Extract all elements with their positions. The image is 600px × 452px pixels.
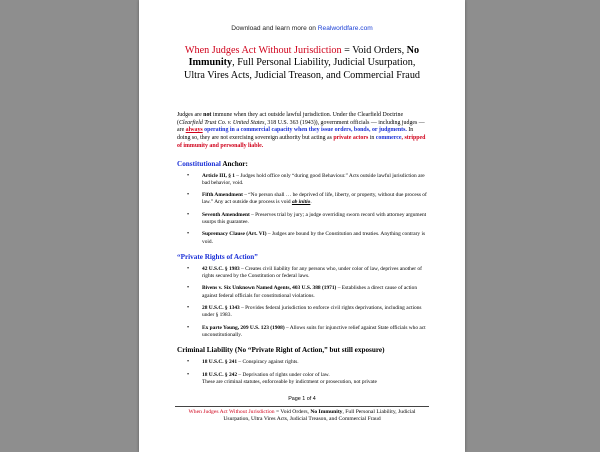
item-lead: Ex parte Young, 209 U.S. 123 (1908) (202, 324, 285, 331)
intro-text: immune when they act outside lawful jurisdiction. Under the Clearfield Doctrine ( (177, 112, 404, 126)
heading-rest: Anchor: (220, 159, 248, 168)
footer-rest: , Full Personal Liability, Judicial Usurpation, Ultra Vires Acts, Judicial Treason, and Commercial Fraud (223, 409, 416, 423)
document-title (179, 45, 425, 82)
item-text-line2: These are criminal statutes, enforceable by indictment or prosecution, not private (202, 378, 377, 385)
bullet-icon: • (187, 324, 190, 331)
item-lead: Fifth Amendment (202, 192, 243, 199)
item-lead: 18 U.S.C. § 241 (202, 359, 238, 366)
bullet-icon: • (187, 192, 190, 199)
bullet-icon: • (187, 359, 190, 366)
criminal-list (177, 359, 427, 386)
intro-not: not (203, 112, 212, 118)
footer-red: When Judges Act Without Jurisdiction (188, 409, 275, 416)
footer-divider (175, 406, 429, 407)
constitutional-list (177, 173, 427, 246)
intro-commercial: operating in a commercial capacity when they issue orders, bonds, or judgments. (202, 127, 407, 134)
item-lead: 42 U.S.C. § 1983 (202, 265, 240, 272)
document-page (139, 0, 465, 452)
item-lead: 28 U.S.C. § 1343 (202, 305, 240, 312)
intro-private-actors: private actors (333, 135, 369, 142)
bullet-icon: • (187, 172, 190, 179)
constitutional-heading (177, 160, 427, 168)
item-text: – Creates civil liability for any persons who, under color of law, deprives another of rights secured by the Constitution or federal laws. (202, 265, 422, 280)
download-banner (139, 25, 465, 32)
item-text: – Allows suits for injunctive relief against State officials who act unconstitutionally. (202, 324, 426, 338)
bullet-icon: • (187, 231, 190, 238)
item-text: – Judges hold office only “during good Behaviour.” Acts outside lawful jurisdiction are bad behavior, void. (202, 172, 425, 186)
intro-text: Judges are (177, 112, 204, 118)
download-text: Download and learn more on (231, 25, 318, 32)
footer-bold: No Immunity (310, 409, 343, 416)
intro-text: In doing so, they are not exercising sovereign authority but acting as (177, 127, 414, 142)
intro-text: in (368, 135, 376, 142)
item-text: – Deprivation of rights under color of law. (237, 371, 330, 378)
intro-case-name: Clearfield Trust Co. v. United States (178, 119, 265, 126)
intro-commerce: commerce (375, 135, 402, 142)
bullet-icon: • (187, 285, 190, 292)
page-footer (175, 396, 429, 423)
heading-blue: Constitutional (177, 159, 221, 168)
realworldfare-link[interactable]: Realworldfare.com (317, 25, 373, 32)
list-item (177, 266, 427, 281)
intro-stripped: , stripped of immunity and personally liable. (177, 135, 426, 149)
item-lead: Supremacy Clause (Art. VI) (202, 231, 267, 238)
list-item (177, 173, 427, 188)
item-text: – Preserves trial by jury; a judge overriding sworn record with attorney argument usurps this guarantee. (202, 211, 427, 225)
item-end: . (310, 199, 312, 206)
list-item (177, 285, 427, 300)
item-tail: ab initio (291, 199, 311, 206)
list-item (177, 372, 427, 387)
item-lead: 18 U.S.C. § 242 (202, 371, 238, 378)
list-item (177, 359, 427, 366)
footer-title (175, 409, 429, 423)
item-text: – “No person shall … be deprived of life, liberty, or property, without due process of law.” Any act outside due process is void (202, 192, 427, 206)
page-number: Page 1 of 4 (288, 396, 316, 402)
intro-text: , 318 U.S. 363 (1943)), government officials — including judges — are (177, 119, 425, 134)
title-rest: , Full Personal Liability, Judicial Usurpation, Ultra Vires Acts, Judicial Treason, and Commercial Fraud (183, 57, 421, 81)
item-text: – Judges are bound by the Constitution and treaties. Anything contrary is void. (202, 231, 426, 245)
private-rights-list (177, 266, 427, 339)
intro-always: always (185, 127, 203, 134)
title-equals: = Void Orders, (341, 45, 407, 56)
bullet-icon: • (187, 265, 190, 272)
list-item (177, 325, 427, 340)
list-item (177, 192, 427, 207)
document-body (177, 112, 427, 386)
item-text: – Conspiracy against rights. (237, 359, 299, 366)
list-item (177, 212, 427, 227)
title-bold: No Immunity (188, 45, 420, 69)
item-lead: Article III, § 1 (202, 172, 235, 179)
list-item (177, 305, 427, 320)
item-text: – Establishes a direct cause of action against federal officials for constitutional violations. (202, 285, 418, 299)
title-red: When Judges Act Without Jurisdiction (184, 45, 342, 56)
item-lead: Seventh Amendment (202, 211, 250, 218)
intro-paragraph (177, 112, 427, 151)
bullet-icon: • (187, 305, 190, 312)
item-lead: Bivens v. Six Unknown Named Agents, 403 U.S. 388 (1971) (202, 285, 337, 292)
list-item (177, 231, 427, 246)
private-rights-heading: “Private Rights of Action” (177, 252, 258, 261)
criminal-heading: Criminal Liability (No “Private Right of Action,” but still exposure) (177, 346, 385, 355)
bullet-icon: • (187, 371, 190, 378)
item-text: – Provides federal jurisdiction to enforce civil rights deprivations, including actions under § 1983. (202, 305, 422, 319)
footer-equals: = Void Orders, (274, 409, 311, 416)
bullet-icon: • (187, 211, 190, 218)
